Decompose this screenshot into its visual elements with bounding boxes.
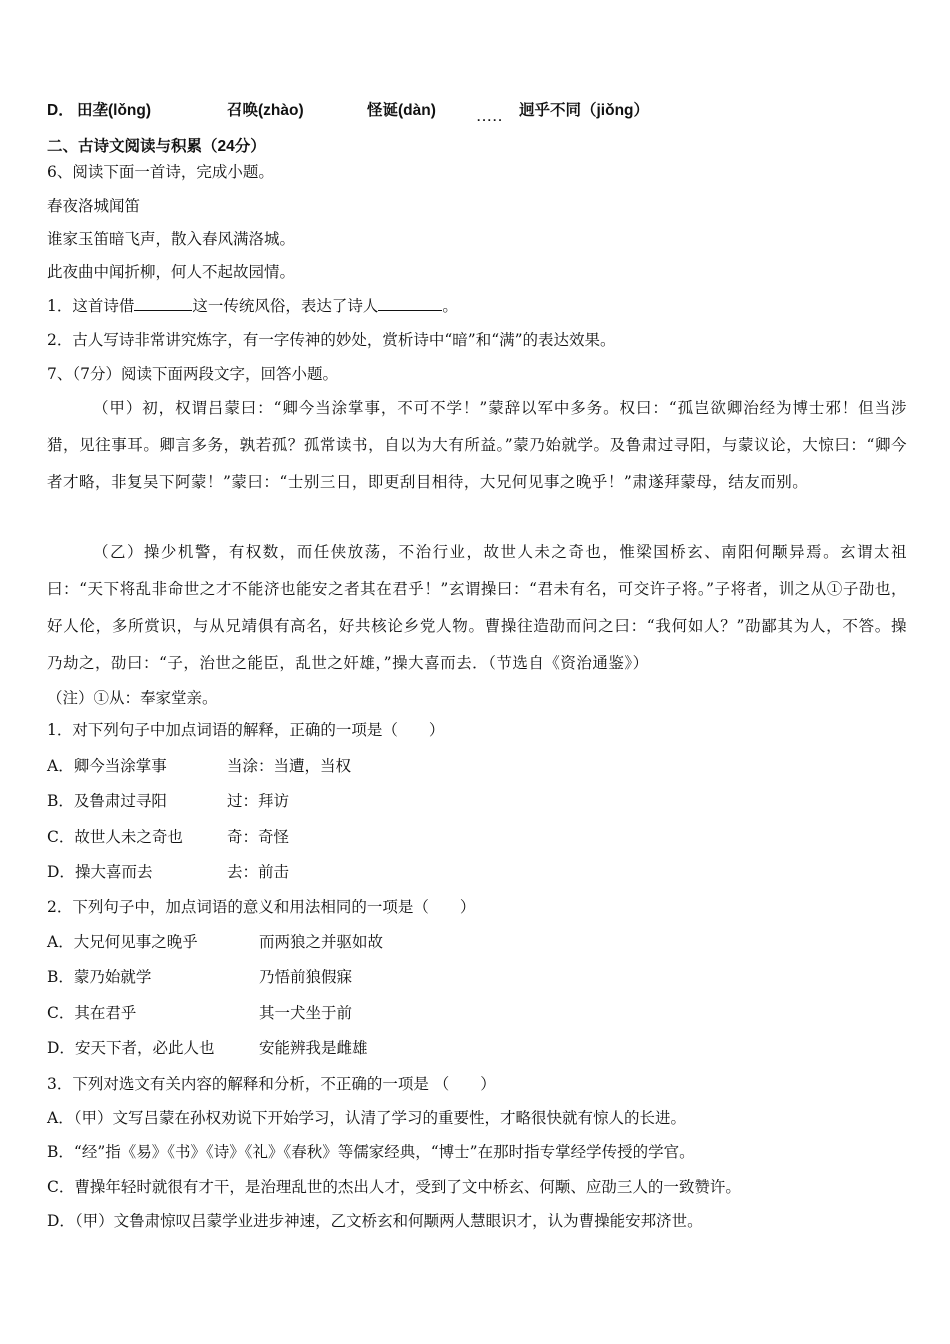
option-label: C．	[47, 1004, 75, 1022]
option-d-item-3: 怪诞(dàn)	[367, 102, 436, 119]
option-d-item-4: 迥乎不同（jiǒng）	[519, 102, 650, 119]
option-d-row	[47, 101, 650, 124]
option-sentence: 大兄何见事之晚乎	[73, 933, 198, 951]
q7-sub3-option-c[interactable]: C．曹操年轻时就很有才干，是治理乱世的杰出人才，受到了文中桥玄、何颙、应劭三人的一致赞许。	[47, 1178, 741, 1196]
option-sentence: 操大喜而去	[74, 863, 153, 881]
q7-sub2-prompt: 2．下列句子中，加点词语的意义和用法相同的一项是（ ）	[47, 898, 476, 916]
option-label: A．	[47, 933, 74, 951]
option-gloss: 去：前击	[227, 863, 290, 881]
option-label: A．	[47, 757, 74, 775]
q7-prompt: 7、（7分）阅读下面两段文字，回答小题。	[47, 365, 338, 383]
option-d-item-2: 召唤(zhào)	[227, 102, 304, 119]
option-label: C．	[47, 828, 75, 846]
q7-sub3-option-d[interactable]: D．（甲）文鲁肃惊叹吕蒙学业进步神速，乙文桥玄和何颙两人慧眼识才，认为曹操能安邦济世。	[47, 1212, 703, 1230]
option-gloss: 奇：奇怪	[227, 828, 290, 846]
q7-sub2-option-b[interactable]	[47, 967, 353, 987]
passage-jia-text: （甲）初，权谓吕蒙曰：“卿今当涂掌事，不可不学！”蒙辞以军中多务。权曰：“孤岂欲卿治经为博士邪！但当涉猎，见往事耳。卿言多务，孰若孤？孤常读书，自以为大有所益。”蒙乃始就学。及鲁肃过寻阳，与蒙议论，大惊曰：“卿今者才略，非复吴下阿蒙！”蒙曰：“士别三日，即更刮目相待，大兄何见事之晚乎！”肃遂拜蒙母，结友而别。	[47, 399, 907, 491]
option-sentence: 故世人未之奇也	[74, 828, 183, 846]
option-sentence: 安天下者，必此人也	[74, 1039, 215, 1057]
option-gloss: 过：拜访	[227, 792, 290, 810]
q7-sub1-prompt: 1．对下列句子中加点词语的解释，正确的一项是（ ）	[47, 721, 445, 739]
q6-sub1-part-b: 这一传统风俗，表达了诗人	[192, 297, 379, 315]
q7-sub1-option-c[interactable]	[47, 827, 290, 847]
option-sentence: 及鲁肃过寻阳	[73, 792, 167, 810]
option-d-item-1: 田垄(lǒng)	[77, 102, 152, 119]
q7-sub2-option-c[interactable]	[47, 1003, 353, 1023]
option-d-label: D．	[47, 102, 74, 119]
answer-blank-1[interactable]	[134, 296, 192, 311]
option-label: D．	[47, 1039, 75, 1057]
option-label: B．	[47, 968, 74, 986]
option-gloss: 其一犬坐于前	[259, 1004, 353, 1022]
passage-yi	[47, 534, 907, 682]
poem-line-1: 谁家玉笛暗飞声，散入春风满洛城。	[47, 230, 296, 248]
poem-title: 春夜洛城闻笛	[47, 197, 141, 215]
q7-sub3-prompt: 3．下列对选文有关内容的解释和分析，不正确的一项是 （ ）	[47, 1075, 496, 1093]
option-gloss: 当涂：当遭，当权	[227, 757, 352, 775]
q6-sub1	[47, 296, 458, 316]
option-sentence: 其在君乎	[74, 1004, 137, 1022]
q6-sub2: 2．古人写诗非常讲究炼字，有一字传神的妙处，赏析诗中“暗”和“满”的表达效果。	[47, 331, 616, 349]
passage-jia	[47, 390, 907, 501]
emphasis-dots: .....	[477, 110, 504, 124]
option-label: B．	[47, 792, 74, 810]
option-gloss: 而两狼之并驱如故	[259, 933, 384, 951]
answer-blank-2[interactable]	[378, 296, 442, 311]
option-sentence: 蒙乃始就学	[73, 968, 152, 986]
q7-sub2-option-d[interactable]	[47, 1038, 368, 1058]
q7-sub1-option-a[interactable]	[47, 756, 352, 776]
q7-sub1-option-b[interactable]	[47, 791, 290, 811]
note: （注）①从：奉家堂亲。	[47, 689, 218, 707]
section-title: 二、古诗文阅读与积累（24分）	[47, 138, 266, 155]
passage-yi-text: （乙）操少机警，有权数，而任侠放荡，不治行业，故世人未之奇也，惟梁国桥玄、南阳何颙异焉。玄谓太祖曰：“天下将乱非命世之才不能济也能安之者其在君乎！”玄谓操曰：“君未有名，可交许子将。”子将者，训之从①子劭也，好人伦，多所赏识，与从兄靖俱有高名，好共核论乡党人物。曹操往造劭而问之曰：“我何如人？”劭鄙其为人，不答。操乃劫之，劭曰：“子，治世之能臣，乱世之奸雄，”操大喜而去．（节选自《资治通鉴》）	[47, 543, 907, 672]
q7-sub3-option-a[interactable]: A．（甲）文写吕蒙在孙权劝说下开始学习，认清了学习的重要性，才略很快就有惊人的长进。	[47, 1109, 686, 1127]
q6-sub1-part-a: 1．这首诗借	[47, 297, 135, 315]
option-label: D．	[47, 863, 75, 881]
option-gloss: 乃悟前狼假寐	[259, 968, 353, 986]
q7-sub2-option-a[interactable]	[47, 932, 384, 952]
q7-sub3-option-b[interactable]: B．“经”指《易》《书》《诗》《礼》《春秋》等儒家经典，“博士”在那时指专掌经学传授的学官。	[47, 1143, 695, 1161]
option-gloss: 安能辨我是雌雄	[259, 1039, 368, 1057]
poem-line-2: 此夜曲中闻折柳，何人不起故园情。	[47, 263, 296, 281]
q7-sub1-option-d[interactable]	[47, 862, 290, 882]
q6-prompt: 6、阅读下面一首诗，完成小题。	[47, 163, 274, 181]
q6-sub1-part-c: 。	[442, 297, 458, 315]
option-sentence: 卿今当涂掌事	[73, 757, 167, 775]
